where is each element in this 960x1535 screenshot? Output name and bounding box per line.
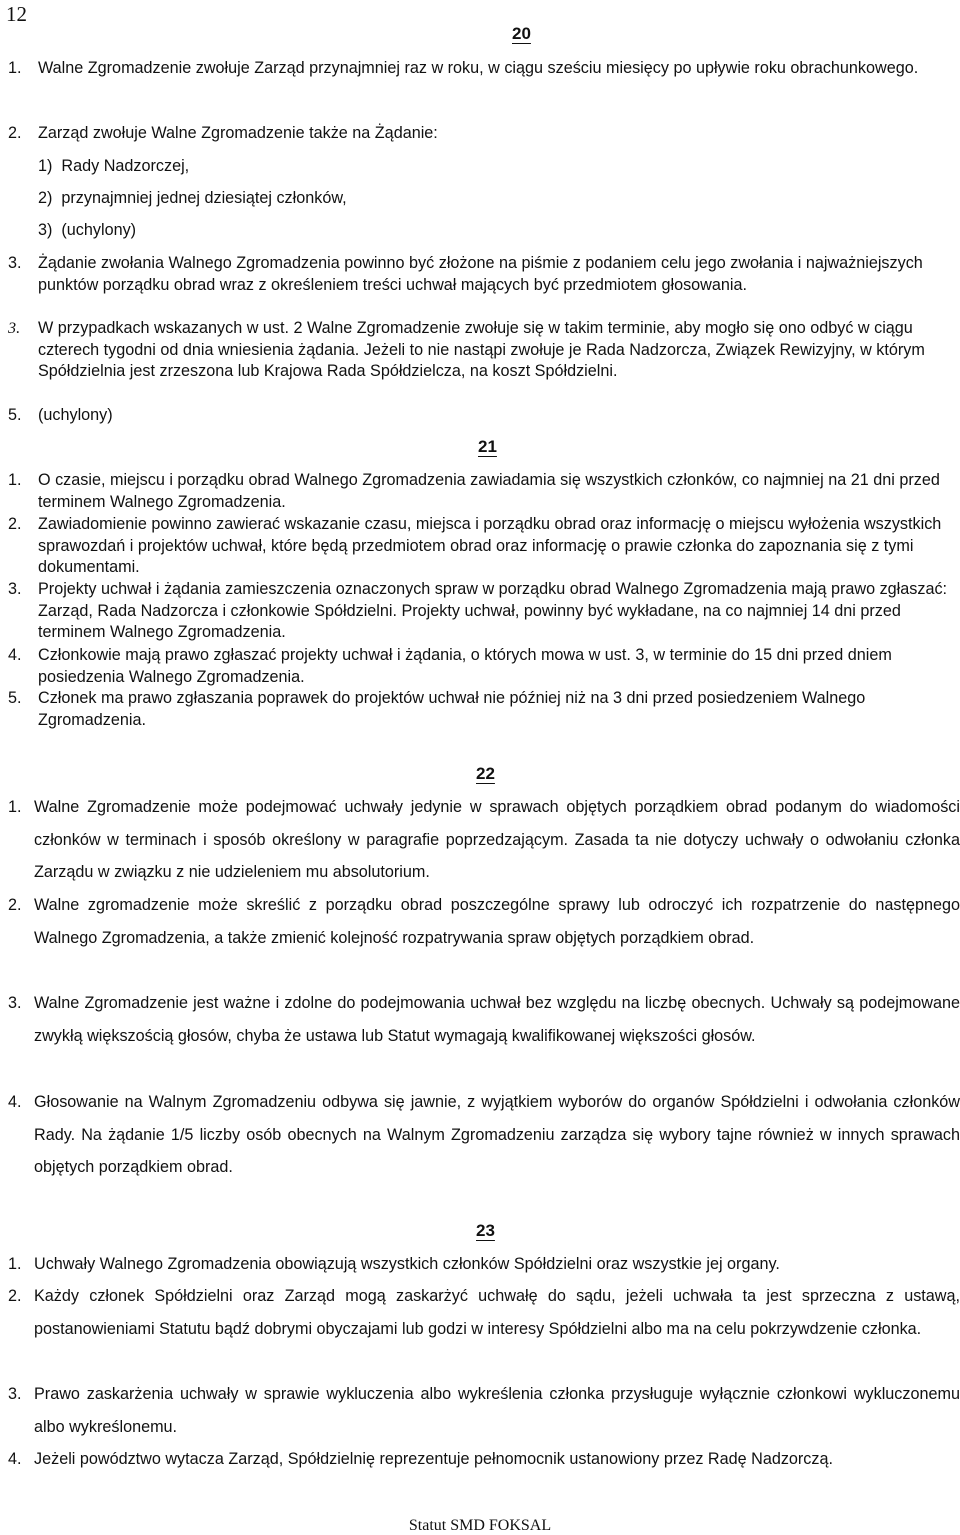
item-number: 1.: [8, 59, 22, 77]
paragraph-item: [8, 688, 960, 731]
item-text: Każdy członek Spółdzielni oraz Zarząd mogą zaskarżyć uchwałę do sądu, jeżeli uchwała ta jest sprzeczna z ustawą, postanowieniami Statutu bądź dobrymi obyczajami lub godzi w interesy Spółdzielni albo ma na celu pokrzywdzenie członka.: [34, 1287, 960, 1338]
sub-item: [38, 182, 347, 215]
item-number: 3.: [8, 994, 22, 1012]
section-number: 21: [478, 437, 497, 456]
item-text: Członkowie mają prawo zgłaszać projekty uchwał i żądania, o których mowa w ust. 3, w terminie do 15 dni przed dniem posiedzenia Walnego Zgromadzenia.: [38, 646, 892, 686]
item-text: Członek ma prawo zgłaszania poprawek do projektów uchwał nie później niż na 3 dni przed posiedzeniem Walnego Zgromadzenia.: [38, 689, 866, 729]
item-text: Walne Zgromadzenie zwołuje Zarząd przynajmniej raz w roku, w ciągu sześciu miesięcy po upływie roku obrachunkowego.: [38, 59, 919, 77]
item-text: Projekty uchwał i żądania zamieszczenia oznaczonych spraw w porządku obrad Walnego Zgromadzenia mają prawo zgłaszać: Zarząd, Rada Nadzorcza i członkowie Spółdzielni. Projekty uchwał, powinny być wykładane, na co najmniej 14 dni przed terminem Walnego Zgromadzenia.: [38, 580, 948, 642]
item-text: Walne Zgromadzenie może podejmować uchwały jedynie w sprawach objętych porządkiem obrad podanym do wiadomości członków w terminach i sposób określony w paragrafie poprzedzającym. Zasada ta nie dotyczy uchwały o odwołaniu członka Zarządu w związku z nie udzieleniem mu absolutorium.: [34, 798, 960, 882]
page-number: 12: [6, 2, 27, 26]
item-text: Żądanie zwołania Walnego Zgromadzenia powinno być złożone na piśmie z podaniem celu jego zwołania i najważniejszych punktów porządku obrad wraz z określeniem treści uchwał mających być przedmiotem głosowania.: [38, 254, 923, 294]
item-number: 2.: [8, 1287, 22, 1305]
item-text: W przypadkach wskazanych w ust. 2 Walne Zgromadzenie zwołuje się w takim terminie, aby mogło się ono odbyć w ciągu czterech tygodni od dnia wniesienia żądania. Jeżeli to nie nastąpi zwołuje je Rada Nadzorcza, Związek Rewizyjny, w którym Spółdzielnia jest zrzeszona lub Krajowa Rada Spółdzielcza, na koszt Spółdzielni.: [38, 319, 925, 381]
item-number: 5.: [8, 689, 22, 707]
item-text: Prawo zaskarżenia uchwały w sprawie wykluczenia albo wykreślenia członka przysługuje wyłącznie członkowi wykluczonemu albo wykreślonemu.: [34, 1385, 960, 1436]
paragraph-item: [8, 253, 960, 296]
section-number: 23: [476, 1221, 495, 1240]
item-number: 1.: [8, 798, 22, 816]
item-number: 1.: [8, 471, 22, 489]
item-number: 2.: [8, 124, 22, 142]
section-number: 22: [476, 764, 495, 783]
item-text: Zarząd zwołuje Walne Zgromadzenie także na Żądanie:: [38, 124, 438, 142]
item-text: Jeżeli powództwo wytacza Zarząd, Spółdzielnię reprezentuje pełnomocnik ustanowiony przez Radę Nadzorczą.: [34, 1450, 833, 1468]
paragraph-item: [8, 1280, 960, 1345]
sub-item: [38, 150, 189, 183]
sub-item: [38, 214, 136, 247]
paragraph-item: [8, 1378, 960, 1443]
paragraph-item: [8, 318, 960, 383]
item-text: Rady Nadzorczej,: [61, 157, 190, 175]
item-text: Głosowanie na Walnym Zgromadzeniu odbywa się jawnie, z wyjątkiem wyborów do organów Spółdzielni i odwołania członków Rady. Na żądanie 1/5 liczby osób obecnych na Walnym Zgromadzeniu zarządza się wybory tajne również w innych sprawach objętych porządkiem obrad.: [34, 1093, 960, 1177]
item-number: 2.: [8, 896, 22, 914]
item-number: 1): [38, 157, 53, 175]
paragraph-item: [8, 1086, 960, 1184]
paragraph-item: [8, 514, 960, 579]
item-number: 4.: [8, 1093, 22, 1111]
paragraph-item: [8, 645, 960, 688]
item-number: 3.: [8, 254, 22, 272]
item-number: 2): [38, 189, 53, 207]
item-number: 2.: [8, 515, 22, 533]
item-text: Zawiadomienie powinno zawierać wskazanie czasu, miejsca i porządku obrad oraz informację o miejscu wyłożenia wszystkich sprawozdań i projektów uchwał, które będą przedmiotem obrad oraz informację o prawie członka do zapoznania się z tymi dokumentami.: [38, 515, 942, 577]
paragraph-item: [8, 405, 960, 427]
item-text: O czasie, miejscu i porządku obrad Walnego Zgromadzenia zawiadamia się wszystkich członków, co najmniej na 21 dni przed terminem Walnego Zgromadzenia.: [38, 471, 940, 511]
paragraph-item: [8, 987, 960, 1052]
paragraph-item: [8, 1248, 960, 1281]
item-number: 3.: [8, 319, 21, 337]
item-number: 3.: [8, 580, 22, 598]
item-text: Uchwały Walnego Zgromadzenia obowiązują wszystkich członków Spółdzielni oraz wszystkie jej organy.: [34, 1255, 780, 1273]
item-text: przynajmniej jednej dziesiątej członków,: [61, 189, 347, 207]
item-text: (uchylony): [61, 221, 137, 239]
page-footer: Statut SMD FOKSAL: [408, 1517, 552, 1534]
item-number: 4.: [8, 646, 22, 664]
section-number: 20: [512, 24, 531, 43]
paragraph-item: [8, 579, 960, 644]
item-number: 1.: [8, 1255, 22, 1273]
item-number: 3.: [8, 1385, 22, 1403]
item-text: Walne Zgromadzenie jest ważne i zdolne do podejmowania uchwał bez względu na liczbę obecnych. Uchwały są podejmowane zwykłą większością głosów, chyba że ustawa lub Statut wymagają kwalifikowanej większości głosów.: [34, 994, 960, 1045]
item-number: 5.: [8, 406, 22, 424]
paragraph-item: [8, 791, 960, 889]
paragraph-item: [8, 117, 960, 150]
item-text: (uchylony): [38, 406, 113, 424]
paragraph-item: [8, 52, 960, 85]
paragraph-item: [8, 1443, 960, 1476]
item-number: 3): [38, 221, 53, 239]
item-text: Walne zgromadzenie może skreślić z porządku obrad poszczególne sprawy lub odroczyć ich rozpatrzenie do następnego Walnego Zgromadzenia, a także zmienić kolejność rozpatrywania spraw objętych porządkiem obrad.: [34, 896, 960, 947]
paragraph-item: [8, 470, 960, 513]
item-number: 4.: [8, 1450, 22, 1468]
paragraph-item: [8, 889, 960, 954]
